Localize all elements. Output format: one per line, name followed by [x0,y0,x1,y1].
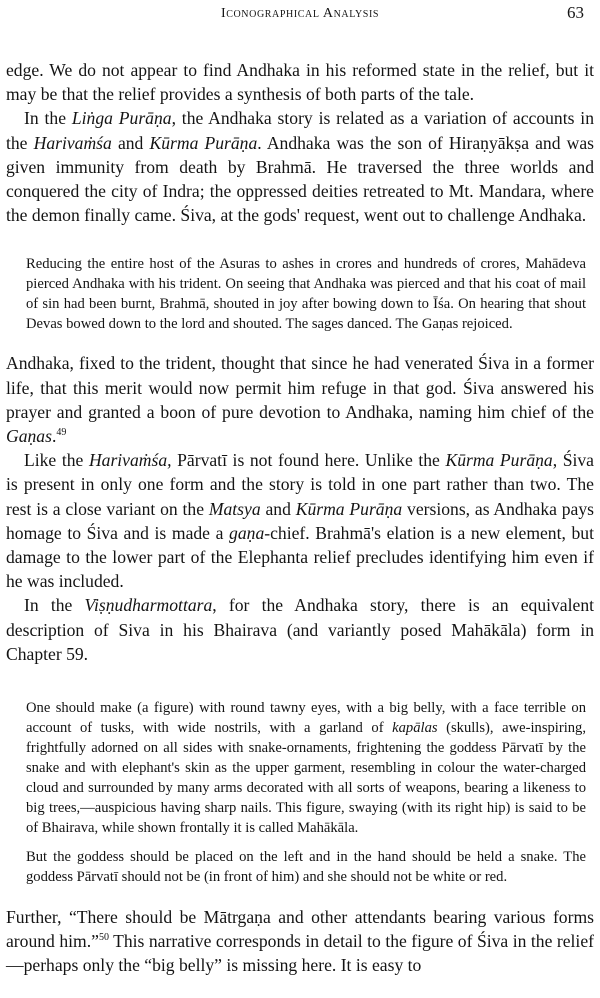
paragraph-comparison [6,448,594,593]
title-harivamsa: Harivaṁśa [33,132,112,153]
title-vishnudharmottara: Viṣṇudharmottara [84,595,213,616]
text-run: This narrative corresponds in detail to the figure of Śiva in the relief—perhaps only the “big belly” is missing here. It is easy to [6,931,594,976]
text-run: Like the [24,450,89,471]
text-run: . [51,426,57,447]
title-matsya: Matsya [208,498,261,519]
paragraph-continuation: edge. We do not appear to find Andhaka in his reformed state in the relief, but it may be that the relief provides a synthesis of both parts of the tale. [6,60,594,105]
text-run: , for the Andhaka story, there is an equivalent description of Siva in his Bhairava (and variantly posed Mahākāla) form in Chapter 59. [6,595,595,664]
paragraph-vishnudharmottara [6,593,594,666]
page-header [0,0,600,30]
page-body [6,58,594,978]
text-run: Further, “There should be Mātrgaṇa and other attendants bearing various forms around him.” [6,907,594,952]
text-run: -chief. Brahmā's elation is a new element, but damage to the lower part of the Elephanta relief precludes identifying him even if he was included. [6,522,594,592]
footnote-ref-50[interactable]: 50 [98,932,109,944]
text-run: and [260,498,296,519]
term-ganas: Gaṇas [6,426,52,447]
title-harivamsa: Harivaṁśa, [88,450,172,471]
text-run: In the [24,595,85,616]
text-run: , the Andhaka story is related as a variation of accounts in the [6,108,594,153]
text-run: and [111,132,150,153]
paragraph-andhaka-trident [6,351,594,448]
block-quote-1 [6,254,594,334]
title-linga-purana: Liṅga Purāṇa [71,108,172,129]
text-run: Andhaka, fixed to the trident, thought that since he had venerated Śiva in a former life, that this merit would now permit him refuge in that god. Śiva answered his prayer and granted a boon of pure devotion to Andhaka, naming him chief of the [6,353,594,422]
text-run: In the [24,108,72,129]
text-run: versions, as Andhaka pays homage to Śiva and is made a [6,498,595,543]
paragraph-matrgana [6,905,594,978]
quote-text: Reducing the entire host of the Asuras to ashes in crores and hundreds of crores, Mahādeva pierced Andhaka with his trident. On seeing that Andhaka was pierced and that his coat of mail of sin had been burnt, Brahmā, shouted in joy after bowing down to Īśa. On hearing that shout Devas bowed down to the lord and shouted. The sages danced. The Gaṇas rejoiced. [26,256,586,333]
title-kurma-purana: Kūrma Purāṇa [149,132,258,153]
text-run: One should make (a figure) with round tawny eyes, with a big belly, with a face terrible on account of tusks, with wide nostrils, with a garland of [26,700,586,737]
paragraph-linga-purana [6,106,594,227]
page-number: 63 [567,3,584,22]
text-run: Pārvatī is not found here. Unlike the [171,450,446,471]
running-head: Iconographical Analysis [220,6,380,21]
term-gana: gaṇa [229,522,265,543]
text-run: , Śiva is present in only one form and the story is told in one part rather than two. The rest is a close variant on the [6,450,594,519]
footnote-ref-49[interactable]: 49 [56,427,67,439]
block-quote-2 [6,698,594,887]
quote-text [26,698,586,838]
term-kapalas: kapālas [392,720,438,737]
text-run: . Andhaka was the son of Hiraṇyākṣa and was given immunity from death by Brahmā. He traversed the three worlds and conquered the city of Indra; the oppressed deities retreated to Mt. Mandara, where the demon finally came. Śiva, at the gods' request, went out to challenge Andhaka. [6,132,595,226]
quote-text: But the goddess should be placed on the left and in the hand should be held a snake. The goddess Pārvatī should not be (in front of him) and she should not be white or red. [26,849,586,886]
title-kurma-purana: Kūrma Purāṇa [445,450,553,471]
text-run: (skulls), awe-inspiring, frightfully adorned on all sides with snake-ornaments, frightening the goddess Pārvatī by the snake and with elephant's skin as the upper garment, resembling in colour the water-charged cloud and surrounded by many arms decorated with all sorts of weapons, bearing a likeness to big trees,—auspicious having sharp nails. This figure, swaying (with its right hip) is said to be of Bhairava, while shown frontally it is called Mahākāla. [26,720,587,837]
title-kurma-purana: Kūrma Purāṇa [295,498,403,519]
